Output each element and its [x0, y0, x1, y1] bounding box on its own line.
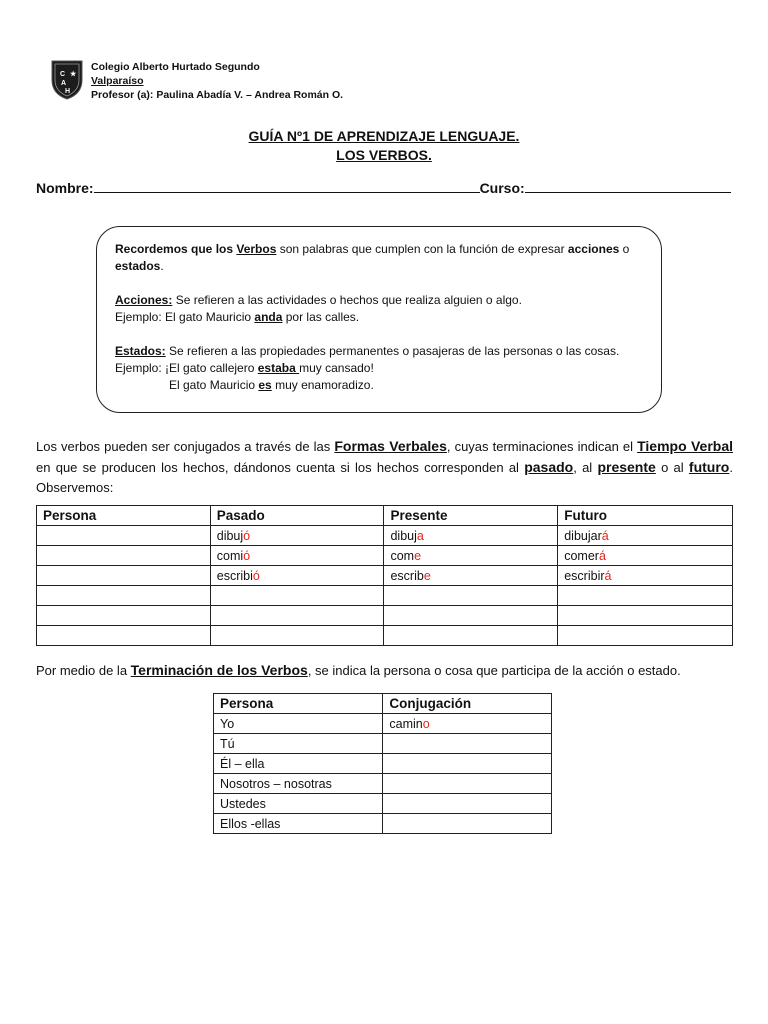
- header-futuro: Futuro: [558, 506, 733, 526]
- empty-cell[interactable]: [37, 606, 211, 626]
- cell-conjugacion[interactable]: [383, 734, 552, 754]
- logo-letter-c: C: [60, 71, 66, 78]
- cell-persona[interactable]: [37, 526, 211, 546]
- name-label: Nombre:: [36, 180, 94, 196]
- table-row: [214, 754, 552, 774]
- cell-persona[interactable]: [37, 546, 211, 566]
- box-intro: Recordemos que los Verbos son palabras que cumplen con la función de expresar acciones o estados.: [115, 242, 630, 273]
- header-pasado: Pasado: [210, 506, 384, 526]
- school-logo: [50, 58, 84, 100]
- header-persona: Persona: [37, 506, 211, 526]
- verb-ending-paragraph: Por medio de la Terminación de los Verbos, se indica la persona o cosa que participa de la acción o estado.: [36, 662, 681, 678]
- empty-cell[interactable]: [37, 626, 211, 646]
- empty-cell[interactable]: [384, 586, 558, 606]
- acciones-example: Ejemplo: El gato Mauricio anda por las calles.: [115, 310, 360, 324]
- empty-cell[interactable]: [210, 586, 384, 606]
- school-shield-icon: [50, 58, 84, 100]
- cell-pasado: dibujó: [210, 526, 384, 546]
- cell-pasado: escribió: [210, 566, 384, 586]
- teacher-line: Profesor (a): Paulina Abadía V. – Andrea Román O.: [91, 89, 344, 101]
- cell-persona: Tú: [214, 734, 383, 754]
- course-label: Curso:: [479, 180, 525, 196]
- header-conjugacion: Conjugación: [383, 694, 552, 714]
- estados-definition: Estados: Se refieren a las propiedades permanentes o pasajeras de las personas o las cosas.: [115, 344, 620, 358]
- cell-persona: Él – ella: [214, 754, 383, 774]
- cell-persona: Yo: [214, 714, 383, 734]
- table-row-empty: [37, 606, 733, 626]
- cell-conjugacion[interactable]: [383, 774, 552, 794]
- cell-futuro: comerá: [558, 546, 733, 566]
- cell-presente: dibuja: [384, 526, 558, 546]
- table-row-empty: [37, 586, 733, 606]
- conjugation-table-header: [214, 694, 552, 714]
- cell-conjugacion[interactable]: [383, 794, 552, 814]
- table-row: [214, 814, 552, 834]
- cell-presente: come: [384, 546, 558, 566]
- name-course-row: [36, 178, 731, 196]
- tense-table: [36, 505, 733, 646]
- cell-conjugacion: camino: [383, 714, 552, 734]
- verb-definition-box: [96, 226, 662, 413]
- cell-persona[interactable]: [37, 566, 211, 586]
- table-row: [37, 566, 733, 586]
- name-field[interactable]: [94, 178, 480, 193]
- svg-text:★: ★: [70, 71, 77, 78]
- estados-example-2: El gato Mauricio es muy enamoradizo.: [169, 378, 374, 392]
- logo-letter-h: H: [65, 88, 71, 95]
- empty-cell[interactable]: [558, 586, 733, 606]
- verb-forms-paragraph: Los verbos pueden ser conjugados a través de las Formas Verbales, cuyas terminaciones indican el Tiempo Verbal en que se producen los hechos, dándonos cuenta si los hechos corresponden al pasado, al presente o al futuro. Observemos:: [36, 438, 734, 495]
- header-persona: Persona: [214, 694, 383, 714]
- empty-cell[interactable]: [384, 626, 558, 646]
- cell-futuro: escribirá: [558, 566, 733, 586]
- cell-persona: Nosotros – nosotras: [214, 774, 383, 794]
- page-subtitle: LOS VERBOS.: [336, 147, 432, 163]
- verbos-term: Verbos: [236, 242, 277, 256]
- table-row: [37, 526, 733, 546]
- table-row: [37, 546, 733, 566]
- cell-persona: Ustedes: [214, 794, 383, 814]
- empty-cell[interactable]: [210, 606, 384, 626]
- logo-letter-a: A: [61, 80, 67, 87]
- acciones-definition: Acciones: Se refieren a las actividades o hechos que realiza alguien o algo.: [115, 293, 522, 307]
- table-row: [214, 794, 552, 814]
- table-row-empty: [37, 626, 733, 646]
- empty-cell[interactable]: [558, 606, 733, 626]
- cell-persona: Ellos -ellas: [214, 814, 383, 834]
- table-row: [214, 734, 552, 754]
- table-row: [214, 774, 552, 794]
- cell-conjugacion[interactable]: [383, 754, 552, 774]
- tense-table-header: [37, 506, 733, 526]
- empty-cell[interactable]: [210, 626, 384, 646]
- cell-pasado: comió: [210, 546, 384, 566]
- estados-example-1: Ejemplo: ¡El gato callejero estaba muy cansado!: [115, 361, 374, 375]
- course-field[interactable]: [525, 178, 731, 193]
- conjugation-table: [213, 693, 552, 834]
- cell-presente: escribe: [384, 566, 558, 586]
- cell-futuro: dibujará: [558, 526, 733, 546]
- page-title: GUÍA Nº1 DE APRENDIZAJE LENGUAJE.: [248, 128, 520, 144]
- header-presente: Presente: [384, 506, 558, 526]
- cell-conjugacion[interactable]: [383, 814, 552, 834]
- empty-cell[interactable]: [384, 606, 558, 626]
- school-name: Colegio Alberto Hurtado Segundo: [91, 61, 260, 73]
- empty-cell[interactable]: [558, 626, 733, 646]
- school-city: Valparaíso: [91, 75, 144, 87]
- table-row: [214, 714, 552, 734]
- empty-cell[interactable]: [37, 586, 211, 606]
